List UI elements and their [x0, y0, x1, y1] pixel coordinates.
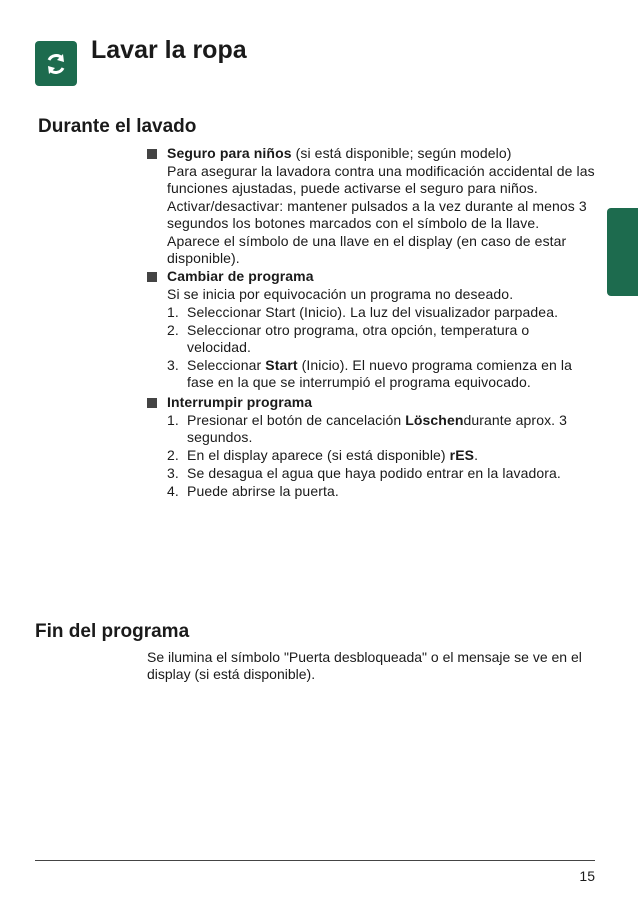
list-item — [167, 304, 597, 321]
step-text: Puede abrirse la puerta. — [187, 483, 339, 499]
square-bullet-icon — [147, 272, 157, 282]
interrupt-program-steps — [147, 412, 597, 500]
refresh-cycle-icon — [35, 41, 77, 86]
child-lock-paragraph-1: Para asegurar la lavadora contra una modificación accidental de las funciones ajustadas, puede activarse el seguro para niños. — [167, 163, 595, 196]
step-text-bold: rES — [449, 447, 475, 463]
end-of-program-text: Se ilumina el símbolo "Puerta desbloqueada" o el mensaje se ve en el display (si está disponible). — [147, 649, 582, 682]
bullet-child-lock — [147, 145, 597, 162]
change-program-steps — [147, 304, 597, 391]
bullet-interrupt-program — [147, 394, 597, 411]
step-number: 3. — [167, 465, 179, 481]
step-number: 3. — [167, 357, 179, 373]
step-text-bold: Löschen — [405, 412, 464, 428]
bullet-change-program — [147, 268, 597, 285]
step-text: Se desagua el agua que haya podido entrar en la lavadora. — [187, 465, 561, 481]
step-text-pre: Presionar el botón de cancelación — [187, 412, 406, 428]
change-program-label: Cambiar de programa — [167, 268, 314, 284]
square-bullet-icon — [147, 398, 157, 408]
step-text-post: . — [474, 447, 479, 463]
step-text: Seleccionar Start (Inicio). La luz del visualizador parpadea. — [187, 304, 559, 320]
list-item — [167, 412, 597, 446]
child-lock-paragraph-3: Aparece el símbolo de una llave en el display (en caso de estar disponible). — [167, 233, 567, 266]
list-item — [167, 447, 597, 464]
list-item — [167, 483, 597, 500]
step-text-post: (Inicio). El nuevo programa comienza en la fase en la que se interrumpió el programa equivocado. — [187, 357, 572, 390]
step-number: 2. — [167, 447, 179, 463]
footer-divider — [35, 860, 595, 861]
step-number: 2. — [167, 322, 179, 338]
page-title: Lavar la ropa — [91, 36, 247, 64]
section-title-end-of-program: Fin del programa — [35, 621, 190, 642]
change-program-intro: Si se inicia por equivocación un programa no deseado. — [167, 286, 514, 302]
section-title-during-wash: Durante el lavado — [38, 116, 197, 137]
child-lock-label: Seguro para niños — [167, 145, 292, 161]
step-text-bold: Start — [265, 357, 298, 373]
child-lock-label-suffix: (si está disponible; según modelo) — [291, 145, 512, 161]
child-lock-paragraph-2: Activar/desactivar: mantener pulsados a la vez durante al menos 3 segundos los botones marcados con el símbolo de la llave. — [167, 198, 587, 231]
step-number: 1. — [167, 304, 179, 320]
refresh-arrows-glyph — [43, 51, 69, 77]
page-number: 15 — [579, 868, 595, 884]
list-item — [167, 465, 597, 482]
square-bullet-icon — [147, 149, 157, 159]
during-wash-content — [147, 145, 597, 503]
step-number: 1. — [167, 412, 179, 428]
step-number: 4. — [167, 483, 179, 499]
step-text-pre: Seleccionar — [187, 357, 266, 373]
list-item — [167, 322, 597, 356]
interrupt-program-label: Interrumpir programa — [167, 394, 313, 410]
step-text-post: durante aprox. 3 segundos. — [187, 412, 568, 445]
list-item — [167, 357, 597, 391]
step-text: Seleccionar otro programa, otra opción, temperatura o velocidad. — [187, 322, 530, 355]
chapter-tab-marker — [607, 208, 638, 296]
step-text-pre: En el display aparece (si está disponible) — [187, 447, 450, 463]
